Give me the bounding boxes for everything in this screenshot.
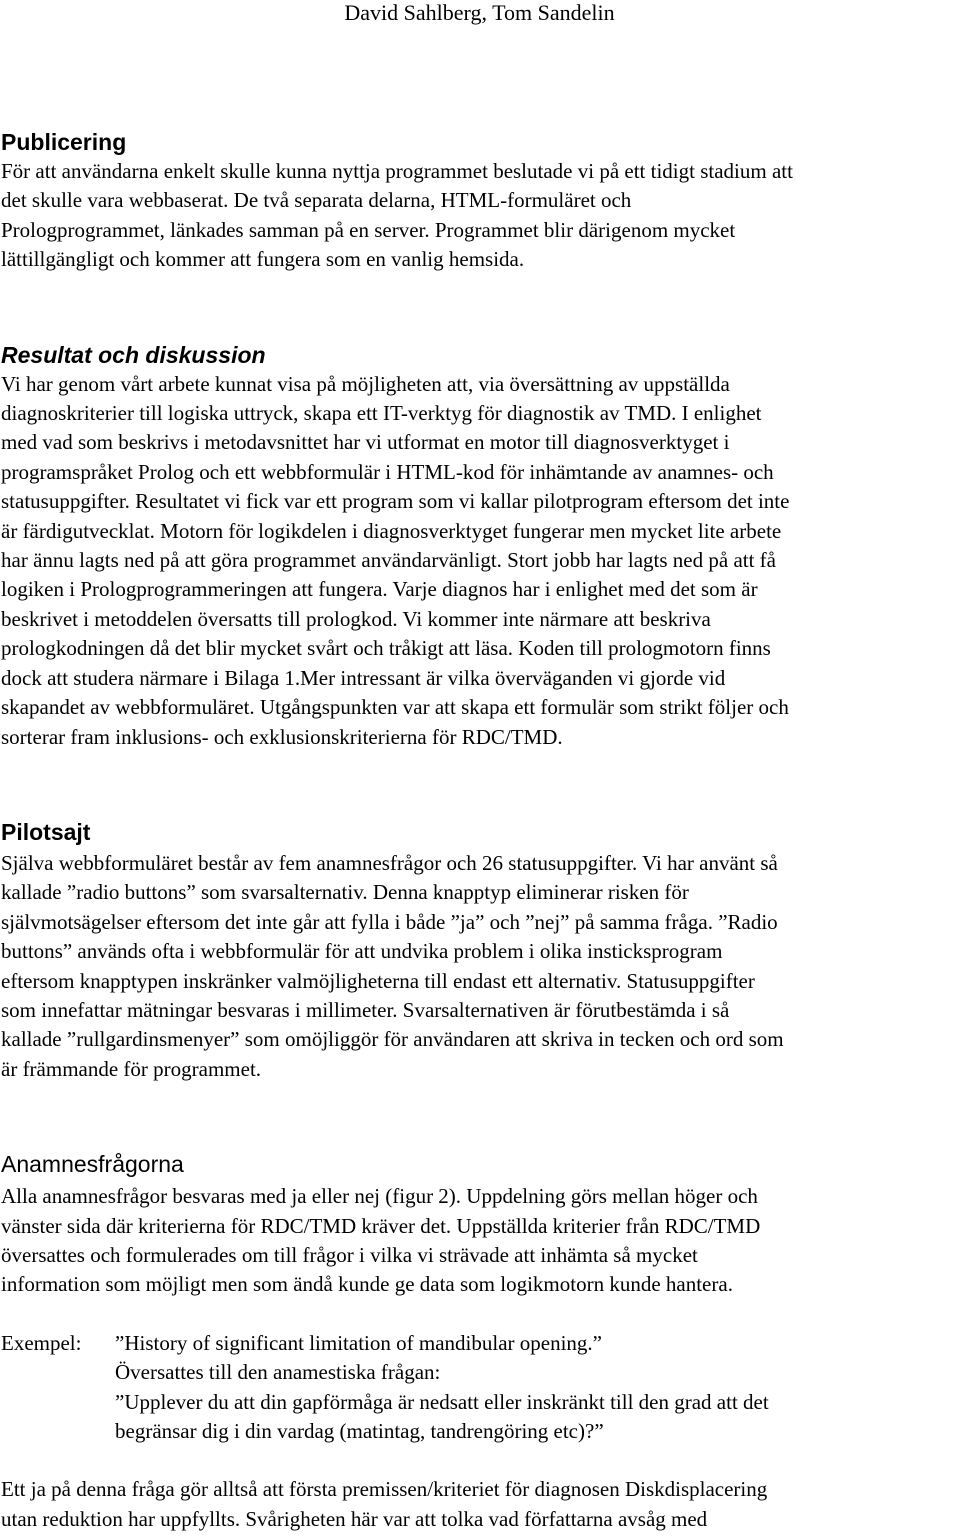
example-label: Exempel: [1,1330,82,1355]
paragraph-resultat [1,370,958,752]
text-line: skapandet av webbformuläret. Utgångspunkten var att skapa ett formulär som strikt följer och [1,695,789,720]
text-line: prologkodningen då det blir mycket svårt och tråkigt att läsa. Koden till prologmotorn finns [1,636,771,661]
text-line: översattes och formulerades om till frågor i vilka vi strävade att inhämta så mycket [1,1242,698,1267]
text-line: Prologprogrammet, länkades samman på en server. Programmet blir därigenom mycket [1,217,736,242]
text-line: det skulle vara webbaserat. De två separata delarna, HTML-formuläret och [1,188,632,213]
text-line: lättillgängligt och kommer att fungera som en vanlig hemsida. [1,247,525,272]
text-line: vänster sida där kriterierna för RDC/TMD kräver det. Uppställda kriterier från RDC/TMD [1,1213,761,1238]
example-line: Översattes till den anamestiska frågan: [115,1360,441,1385]
section-heading-resultat: Resultat och diskussion [1,341,266,368]
text-line: med vad som beskrivs i metodavsnittet har vi utformat en motor till diagnosverktyget i [1,430,730,455]
text-line: Själva webbformuläret består av fem anamnesfrågor och 26 statusuppgifter. Vi har använt så [1,850,778,875]
text-line: är främmande för programmet. [1,1056,262,1081]
running-header-authors: David Sahlberg, Tom Sandelin [344,0,615,25]
section-heading-pilotsajt: Pilotsajt [1,818,91,845]
text-line: sorterar fram inklusions- och exklusionskriterierna för RDC/TMD. [1,724,563,749]
text-line: statusuppgifter. Resultatet vi fick var ett program som vi kallar pilotprogram eftersom det inte [1,489,790,514]
text-line: Ett ja på denna fråga gör alltså att första premissen/kriteriet för diagnosen Diskdisplacering [1,1477,768,1502]
text-line: har ännu lagts ned på att göra programmet användarvänligt. Stort jobb har lagts ned på att få [1,548,777,573]
text-line: Vi har genom vårt arbete kunnat visa på möjligheten att, via översättning av uppställda [1,371,730,396]
text-line: dock att studera närmare i Bilaga 1.Mer intressant är vilka överväganden vi gjorde vid [1,665,726,690]
example-block [1,1329,958,1447]
text-line: eftersom knapptypen inskränker valmöjligheterna till endast ett alternativ. Statusuppgifter [1,968,755,993]
example-line: begränsar dig i din vardag (matintag, tandrengöring etc)?” [115,1419,604,1443]
paragraph-closing [1,1475,958,1534]
paragraph-anamnesfragorna [1,1182,958,1300]
paragraph-pilotsajt [1,849,958,1084]
text-line: självmotsägelser eftersom det inte går att fylla i både ”ja” och ”nej” på samma fråga. ”Radio [1,909,778,934]
text-line: utan reduktion har uppfyllts. Svårigheten här var att tolka vad författarna avsåg med [1,1506,708,1531]
text-line: kallade ”radio buttons” som svarsalternativ. Denna knapptyp eliminerar risken för [1,880,689,905]
text-line: logiken i Prologprogrammeringen att fungera. Varje diagnos har i enlighet med det som är [1,577,758,602]
text-line: kallade ”rullgardinsmenyer” som omöjliggör för användaren att skriva in tecken och ord som [1,1027,784,1052]
paragraph-publicering [1,157,958,275]
example-lines [115,1329,958,1447]
section-heading-publicering: Publicering [1,129,127,155]
section-heading-anamnesfragorna: Anamnesfrågorna [1,1151,184,1178]
text-line: är färdigutvecklat. Motorn för logikdelen i diagnosverktyget fungerar men mycket lite arbete [1,518,782,543]
text-line: beskrivet i metoddelen översatts till prologkod. Vi kommer inte närmare att beskriva [1,606,711,631]
text-line: programspråket Prolog och ett webbformulär i HTML-kod för inhämtande av anamnes- och [1,459,774,484]
text-line: Alla anamnesfrågor besvaras med ja eller nej (figur 2). Uppdelning görs mellan höger och [1,1184,758,1209]
example-line: ”History of significant limitation of mandibular opening.” [115,1330,602,1355]
example-line: ”Upplever du att din gapförmåga är nedsatt eller inskränkt till den grad att det [115,1389,769,1414]
text-line: information som möjligt men som ändå kunde ge data som logikmotorn kunde hantera. [1,1272,733,1297]
text-line: För att användarna enkelt skulle kunna nyttja programmet beslutade vi på ett tidigt stadium att [1,159,793,183]
text-line: diagnoskriterier till logiska uttryck, skapa ett IT-verktyg för diagnostik av TMD. I enlighet [1,401,762,426]
text-line: som innefattar mätningar besvaras i millimeter. Svarsalternativen är förutbestämda i så [1,997,730,1022]
text-line: buttons” används ofta i webbformulär för att undvika problem i olika insticksprogram [1,939,723,964]
